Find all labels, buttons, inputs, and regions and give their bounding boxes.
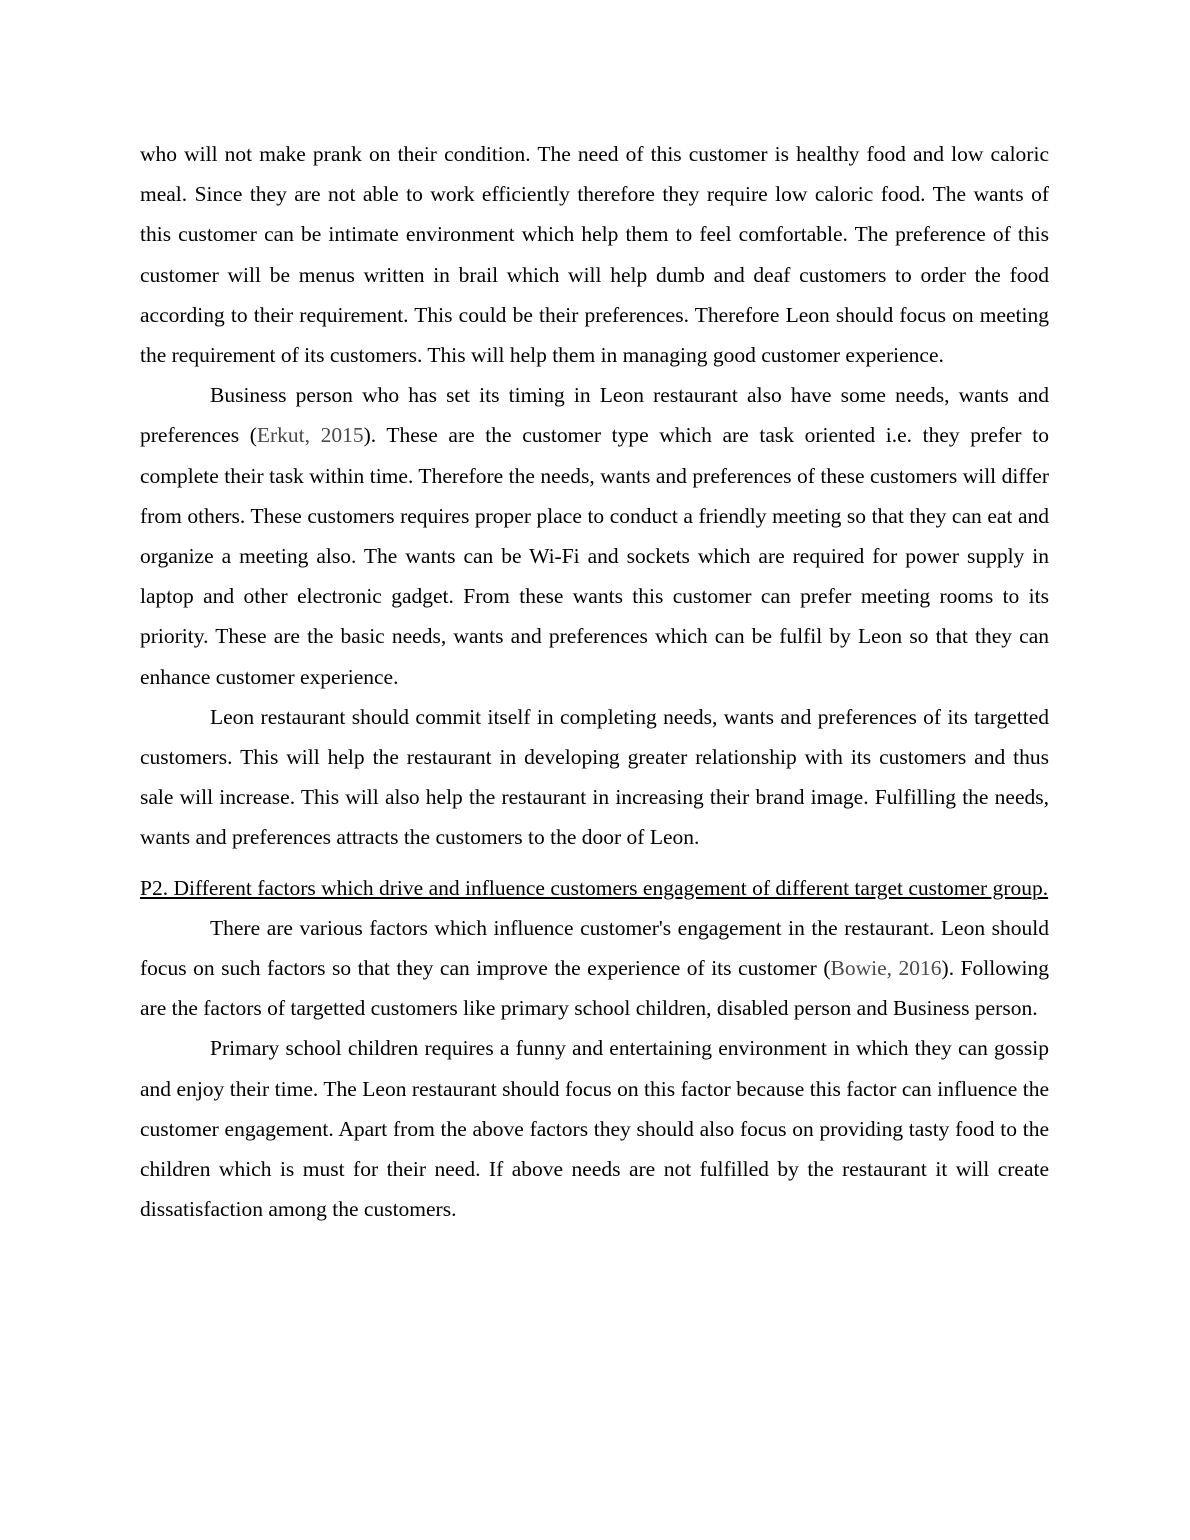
paragraph-engagement-factors — [140, 908, 1049, 1029]
paragraph-text: ). These are the customer type which are task oriented i.e. they prefer to complete their task within time. Therefore the needs, wants and preferences of these customers will differ from others. These customers requires proper place to conduct a friendly meeting so that they can eat and organize a meeting also. The wants can be Wi-Fi and sockets which are required for power supply in laptop and other electronic gadget. From these wants this customer can prefer meeting rooms to its priority. These are the basic needs, wants and preferences which can be fulfil by Leon so that they can enhance customer experience. — [140, 423, 1049, 689]
section-heading-p2: P2. Different factors which drive and influence customers engagement of different target customer group. — [140, 875, 1049, 900]
paragraph-primary-school-children: Primary school children requires a funny and entertaining environment in which they can gossip and enjoy their time. The Leon restaurant should focus on this factor because this factor can influence the customer engagement. Apart from the above factors they should also focus on providing tasty food to the children which is must for their need. If above needs are not fulfilled by the restaurant it will create dissatisfaction among the customers. — [140, 1036, 1049, 1222]
citation-bowie: Bowie, 2016 — [830, 956, 942, 981]
paragraph-text: ). Following are the factors of targetted customers like primary school children, disabled person and Business person. — [140, 956, 1049, 1021]
paragraph-business-person — [140, 375, 1049, 697]
paragraph-disabled-customers: who will not make prank on their condition. The need of this customer is healthy food and low caloric meal. Since they are not able to work efficiently therefore they require low caloric food. The wants of this customer can be intimate environment which help them to feel comfortable. The preference of this customer will be menus written in brail which will help dumb and deaf customers to order the food according to their requirement. This could be their preferences. Therefore Leon should focus on meeting the requirement of its customers. This will help them in managing good customer experience. — [140, 142, 1049, 368]
paragraph-commitment: Leon restaurant should commit itself in completing needs, wants and preferences of its targetted customers. This will help the restaurant in developing greater relationship with its customers and thus sale will increase. This will also help the restaurant in increasing their brand image. Fulfilling the needs, wants and preferences attracts the customers to the door of Leon. — [140, 704, 1049, 850]
paragraph-text: There are various factors which influence customer's engagement in the restaurant. Leon should focus on such factors so that they can improve the experience of its customer ( — [140, 915, 1049, 981]
citation-erkut: Erkut, 2015 — [256, 423, 364, 448]
document-page — [140, 134, 1049, 1229]
paragraph-text: Business person who has set its timing in Leon restaurant also have some needs, wants and preferences ( — [140, 383, 1049, 448]
